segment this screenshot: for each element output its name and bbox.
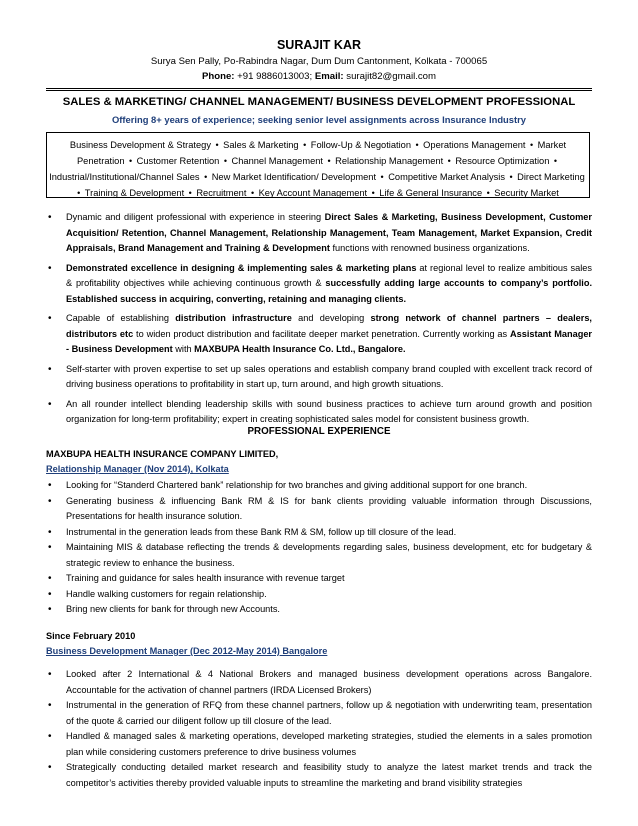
skill-tag: New Market Identification/ Development — [211, 172, 377, 182]
skill-tag: Industrial/Institutional/Channel Sales — [49, 172, 200, 182]
company-name: MAXBUPA HEALTH INSURANCE COMPANY LIMITED, — [46, 449, 279, 459]
bullet-separator: • — [413, 140, 422, 150]
bullet-separator: • — [551, 156, 558, 166]
duty-item: • Bring new clients for bank for through new Accounts. — [46, 602, 592, 618]
skill-tag: Channel Management — [231, 156, 323, 166]
skill-tag: Training & Development — [84, 188, 185, 198]
job-title-1: Relationship Manager (Nov 2014), Kolkata — [46, 464, 229, 474]
bullet-separator: • — [221, 156, 230, 166]
bullet-separator: • — [378, 172, 387, 182]
job1-duties — [46, 478, 592, 618]
email-address: surajit82@gmail.com — [346, 71, 436, 82]
duty-item: • Generating business & influencing Bank RM & IS for bank clients providing valuable information through Discussions, Presentations for health insurance solution. — [46, 494, 592, 525]
skills-box — [46, 132, 590, 198]
skill-tag: Life & General Insurance — [379, 188, 483, 198]
skill-tag: Customer Retention — [136, 156, 220, 166]
skill-tag: Recruitment — [196, 188, 247, 198]
duty-item: • Handled & managed sales & marketing operations, developed marketing strategies, studied the elements in a sales promotion plan while considering customers preference to drive business volumes — [46, 729, 592, 760]
bullet-separator: • — [201, 172, 210, 182]
header-divider — [46, 88, 592, 91]
since-date: Since February 2010 — [46, 631, 136, 641]
job2-duties — [46, 667, 592, 791]
skill-tag: Operations Management — [423, 140, 526, 150]
summary-item: • Demonstrated excellence in designing & implementing sales & marketing plans at regional level to realize ambitious sales & profitability objectives while achieving continuous growth & successfully adding large accounts to company’s portfolio. Established success in acquiring, converting, retaining and managing clients. — [46, 261, 592, 308]
experience-heading: PROFESSIONAL EXPERIENCE — [247, 426, 391, 437]
summary-item: • Self-starter with proven expertise to set up sales operations and establish company brand coupled with excellent track record of driving business operations to profitability in start up, turn around, and high growth situations. — [46, 362, 592, 393]
skill-tag: Market Penetration — [76, 140, 567, 166]
offering-line: Offering 8+ years of experience; seeking senior level assignments across Insurance Industry — [112, 114, 526, 125]
duty-item: • Training and guidance for sales health insurance with revenue target — [46, 571, 592, 587]
bullet-separator: • — [445, 156, 454, 166]
duty-item: • Maintaining MIS & database reflecting the trends & developments regarding sales, business development, etc for budgetary & strategic review to enhance the business. — [46, 540, 592, 571]
profile-headline: SALES & MARKETING/ CHANNEL MANAGEMENT/ BUSINESS DEVELOPMENT PROFESSIONAL — [62, 96, 576, 108]
skill-tag: Competitive Market Analysis — [388, 172, 505, 182]
skill-tag: Sales & Marketing — [223, 140, 299, 150]
summary-item: • Capable of establishing distribution infrastructure and developing strong network of channel partners – dealers, distributors etc to widen product distribution and facilitate deeper market penetration. Currently working as Assistant Manager - Business Development with MAXBUPA Health Insurance Co. Ltd., Bangalore. — [46, 311, 592, 358]
email-label: Email: — [314, 71, 344, 82]
skill-tag: Relationship Management — [335, 156, 444, 166]
bullet-separator: • — [77, 188, 83, 198]
candidate-name: SURAJIT KAR — [276, 38, 362, 52]
job-title-2: Business Development Manager (Dec 2012-May 2014) Bangalore — [46, 646, 328, 656]
bullet-separator: • — [126, 156, 135, 166]
bullet-separator: • — [527, 140, 536, 150]
skill-tag: Resource Optimization — [455, 156, 550, 166]
bullet-separator: • — [369, 188, 378, 198]
duty-item: • Strategically conducting detailed market research and feasibility study to analyze the latest market trends and track the competitor’s activities thereby provided valuable inputs to streamline the marketing and brand visibility strategies — [46, 760, 592, 791]
duty-item: • Instrumental in the generation leads from these Bank RM & SM, follow up till closure of the lead. — [46, 525, 592, 541]
bullet-separator: • — [248, 188, 257, 198]
contact-line — [46, 71, 592, 82]
duty-item: • Looked after 2 International & 4 National Brokers and managed business development operations across Bangalore. Accountable for the activation of channel partners (IRDA Licensed Brokers) — [46, 667, 592, 698]
skill-tag: Security Market — [494, 188, 559, 198]
skill-tag: Key Account Management — [258, 188, 368, 198]
summary-list — [46, 210, 592, 432]
duty-item: • Instrumental in the generation of RFQ from these channel partners, follow up & negotiation with underwriting team, presentation of the quote & carried our diligent follow up till closure of the lead. — [46, 698, 592, 729]
skill-tag: Direct Marketing — [517, 172, 585, 182]
bullet-separator: • — [300, 140, 309, 150]
summary-item: • Dynamic and diligent professional with experience in steering Direct Sales & Marketing, Business Development, Customer Acquisition/ Retention, Channel Management, Relationship Management, Team Management, Market Expansion, Credit Appraisals, Brand Management and Training & Development functions with renowned business organizations. — [46, 210, 592, 257]
bullet-separator: • — [325, 156, 334, 166]
duty-item: • Looking for “Standerd Chartered bank” relationship for two branches and giving additional support for one branch. — [46, 478, 592, 494]
bullet-separator: • — [213, 140, 222, 150]
bullet-separator: • — [484, 188, 493, 198]
skill-tag: Business Development & Strategy — [69, 140, 211, 150]
skill-tag: Follow-Up & Negotiation — [310, 140, 412, 150]
bullet-separator: • — [506, 172, 516, 182]
address: Surya Sen Pally, Po-Rabindra Nagar, Dum Dum Cantonment, Kolkata - 700065 — [150, 56, 488, 67]
phone-label: Phone: — [201, 71, 235, 82]
bullet-separator: • — [186, 188, 195, 198]
phone-number: +91 9886013003; — [237, 71, 313, 82]
duty-item: • Handle walking customers for regain relationship. — [46, 587, 592, 603]
summary-item: • An all rounder intellect blending leadership skills with sound business practices to achieve turn around growth and position organization for long-term profitability; expert in creating sophisticated sales model for consistent business growth. — [46, 397, 592, 428]
